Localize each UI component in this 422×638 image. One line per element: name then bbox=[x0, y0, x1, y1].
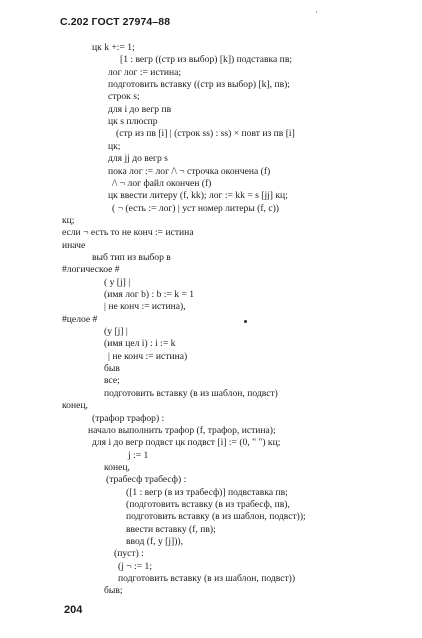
code-line: (трафор трафор) : bbox=[92, 412, 165, 424]
page-header: С.202 ГОСТ 27974–88 bbox=[60, 16, 171, 28]
code-line: подготовить вставку (в из шаблон, подвст)) bbox=[118, 573, 296, 585]
code-line: для i до вегр пв bbox=[108, 103, 172, 115]
code-line: (у [j] | bbox=[104, 326, 128, 338]
code-line: (трабесф трабесф) : bbox=[106, 474, 187, 486]
code-line: цк s плюспр bbox=[108, 116, 158, 128]
code-line: начало выполнить трафор (f, трафор, истина); bbox=[88, 424, 276, 436]
code-line: цк ввести литеру (f, kk); лог := kk = s [jj] кц; bbox=[108, 190, 288, 202]
code-line: иначе bbox=[62, 239, 86, 251]
code-line: ввод (f, у [j])), bbox=[126, 536, 184, 547]
code-line: ( у [j] | bbox=[104, 276, 131, 288]
code-line: ( ¬ (есть := лог) | уст номер литеры (f, c)) bbox=[112, 202, 279, 214]
code-line: кц; bbox=[62, 214, 75, 226]
code-line: #логическое # bbox=[62, 264, 120, 276]
code-line: | не конч := истина), bbox=[104, 301, 186, 313]
code-line: строк s; bbox=[108, 91, 140, 103]
code-line: конец, bbox=[104, 461, 130, 473]
page-number: 204 bbox=[64, 604, 83, 616]
code-line: все; bbox=[104, 375, 120, 387]
code-line: для jj до вегр s bbox=[108, 153, 168, 165]
code-line: (имя лог b) : b := k = 1 bbox=[104, 289, 195, 300]
code-line: конец, bbox=[62, 400, 88, 412]
code-line: ([1 : вегр (в из трабесф)] подвставка пв; bbox=[126, 486, 288, 498]
corner-mark: ' bbox=[316, 10, 318, 19]
code-line: подготовить вставку (в из шаблон, подвст)); bbox=[126, 511, 306, 523]
code-line: цк k +:= 1; bbox=[92, 42, 135, 53]
code-line: пока лог := лог /\ ¬ строчка окончена (f) bbox=[108, 165, 271, 177]
code-line: выб тип из выбор в bbox=[92, 251, 171, 263]
code-line: j := 1 bbox=[128, 449, 149, 461]
code-line: [1 : вегр ((стр из выбор) [k]) подставка пв; bbox=[120, 54, 293, 66]
code-line: для i до вегр подвст цк подвст [i] := (0, " ") кц; bbox=[92, 437, 281, 449]
code-line: #целое # bbox=[62, 313, 98, 325]
ink-dot bbox=[244, 320, 247, 323]
code-line: цк; bbox=[108, 140, 121, 152]
code-line: (j ¬ := 1; bbox=[118, 560, 153, 572]
code-line: (подготовить вставку (в из трабесф, пв), bbox=[126, 498, 290, 510]
code-line: подготовить вставку (в из шаблон, подвст) bbox=[104, 387, 278, 399]
code-line: быв bbox=[104, 363, 120, 375]
code-line: (стр из пв [i] | (строк ss) : ss) × повт из пв [i] bbox=[116, 128, 295, 140]
code-line: лог лог := истина; bbox=[108, 66, 182, 78]
code-line: /\ ¬ лог файл окончен (f) bbox=[112, 177, 212, 189]
code-line: если ¬ есть то не конч := истина bbox=[62, 227, 194, 239]
code-line: подготовить вставку ((стр из выбор) [k], пв); bbox=[108, 79, 290, 91]
code-line: (пуст) : bbox=[114, 548, 144, 560]
code-line: ввести вставку (f, пв); bbox=[126, 523, 216, 535]
code-line: (имя цел i) : i := k bbox=[104, 338, 176, 350]
code-line: быв; bbox=[104, 585, 123, 597]
code-line: | не конч := истина) bbox=[108, 350, 188, 362]
